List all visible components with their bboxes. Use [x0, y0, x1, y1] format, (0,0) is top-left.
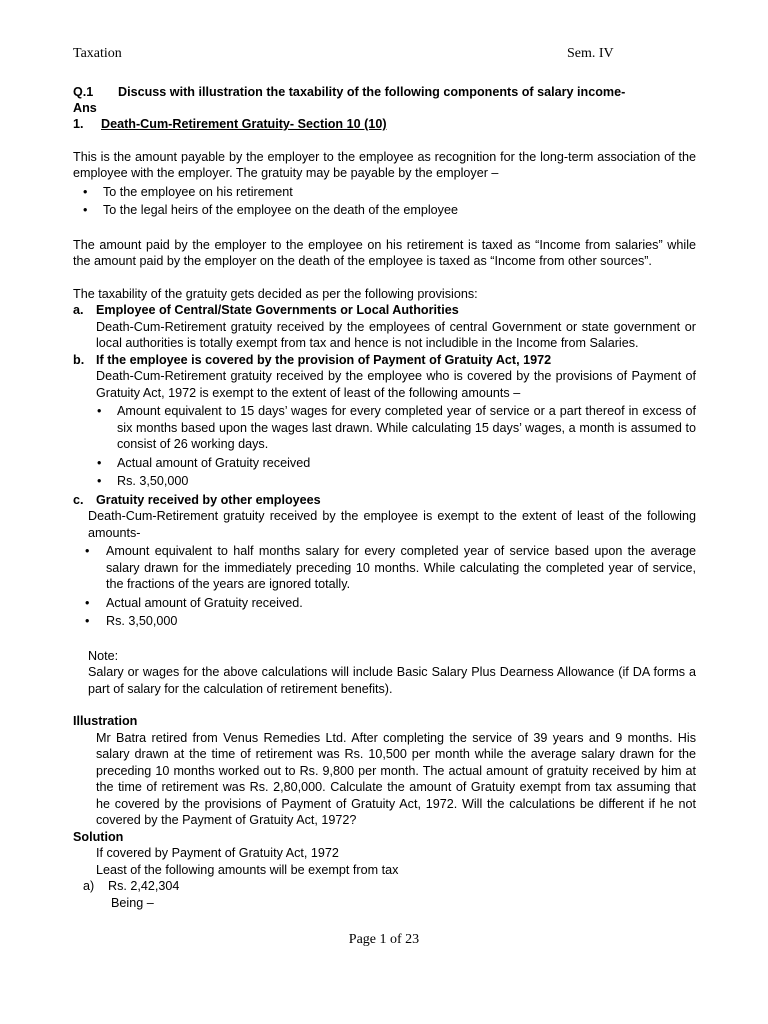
list-item: • Rs. 3,50,000 — [73, 613, 696, 630]
provision-a-title: Employee of Central/State Governments or Local Authorities — [96, 303, 459, 317]
note-label: Note: — [88, 648, 119, 663]
provision-a-heading — [73, 302, 696, 319]
question-text: Discuss with illustration the taxability of the following components of salary income- — [118, 85, 626, 99]
header-semester: Sem. IV — [567, 46, 614, 61]
provision-c-title: Gratuity received by other employees — [96, 492, 321, 507]
section-number: 1. — [73, 117, 84, 131]
question-number: Q.1 — [73, 85, 94, 99]
document-body — [73, 84, 696, 911]
provision-b-number: b. — [73, 352, 85, 367]
list-item: • Amount equivalent to 15 days’ wages for every completed year of service or a part thereof in excess of six months based upon the wages last drawn. While calculating 15 days’ wages, a month is assumed to consist of 26 working days. — [73, 403, 696, 453]
solution-title: Solution — [73, 829, 124, 844]
list-item: • To the employee on his retirement — [73, 184, 696, 201]
section-title: Death-Cum-Retirement Gratuity- Section 10 (10) — [101, 117, 387, 131]
provision-c-heading — [73, 492, 696, 509]
provision-c-bullet-list — [73, 543, 696, 630]
solution-item-number: a) — [83, 879, 95, 893]
answer-label: Ans — [73, 100, 97, 115]
header-subject: Taxation — [73, 46, 122, 61]
provision-a-text: Death-Cum-Retirement gratuity received by the employees of central Government or state government or local authorities is totally exempt from tax and hence is not includible in the Income from Salaries. — [96, 319, 696, 350]
provisions-intro: The taxability of the gratuity gets decided as per the following provisions: — [73, 286, 478, 301]
provision-c-number: c. — [73, 492, 84, 507]
list-item: • To the legal heirs of the employee on the death of the employee — [73, 202, 696, 219]
solution-item-a — [73, 878, 696, 895]
provision-b-text: Death-Cum-Retirement gratuity received by the employee who is covered by the provisions of Payment of Gratuity Act, 1972 is exempt to the extent of least of the following amounts – — [96, 369, 696, 400]
question-heading — [73, 84, 696, 101]
solution-line-2: Least of the following amounts will be exempt from tax — [96, 862, 399, 877]
provision-b-bullet-list — [73, 403, 696, 490]
list-item: • Rs. 3,50,000 — [73, 473, 696, 490]
section-heading — [73, 116, 696, 133]
provision-b-heading — [73, 352, 696, 369]
provision-c-text: Death-Cum-Retirement gratuity received by the employee is exempt to the extent of least of the following amounts- — [88, 509, 696, 540]
note-text: Salary or wages for the above calculations will include Basic Salary Plus Dearness Allowance (if DA forms a part of salary for the calculation of retirement benefits). — [88, 665, 696, 696]
solution-item-value: Rs. 2,42,304 — [108, 879, 180, 893]
solution-line-1: If covered by Payment of Gratuity Act, 1972 — [96, 846, 339, 860]
taxation-paragraph: The amount paid by the employer to the employee on his retirement is taxed as “Income from salaries” while the amount paid by the employer on the death of the employee is taxed as “Income from other sources”. — [73, 237, 696, 268]
intro-paragraph: This is the amount payable by the employer to the employee as recognition for the long-term association of the employee with the employer. The gratuity may be payable by the employer – — [73, 149, 696, 180]
illustration-title: Illustration — [73, 714, 138, 728]
provision-a-number: a. — [73, 303, 84, 317]
list-item: • Actual amount of Gratuity received. — [73, 595, 696, 612]
provision-b-title: If the employee is covered by the provision of Payment of Gratuity Act, 1972 — [96, 352, 552, 367]
solution-being: Being – — [111, 895, 154, 910]
page-number: Page 1 of 23 — [348, 932, 420, 947]
list-item: • Actual amount of Gratuity received — [73, 455, 696, 472]
illustration-text: Mr Batra retired from Venus Remedies Ltd. After completing the service of 39 years and 9 months. His salary drawn at the time of retirement was Rs. 10,500 per month while the average salary drawn for the preceding 10 months worked out to Rs. 9,800 per month. The actual amount of gratuity received by him at the time of retirement was Rs. 2,80,000. Calculate the amount of Gratuity exempt from tax assuming that he covered by the provisions of Payment of Gratuity Act, 1972. Will the calculations be different if he not covered by the Payment of Gratuity Act, 1972? — [96, 730, 696, 827]
list-item: • Amount equivalent to half months salary for every completed year of service based upon the average salary drawn for the immediately preceding 10 months. While calculating the completed year of service, the fractions of the years are ignored totally. — [73, 543, 696, 593]
intro-bullet-list — [73, 184, 696, 219]
